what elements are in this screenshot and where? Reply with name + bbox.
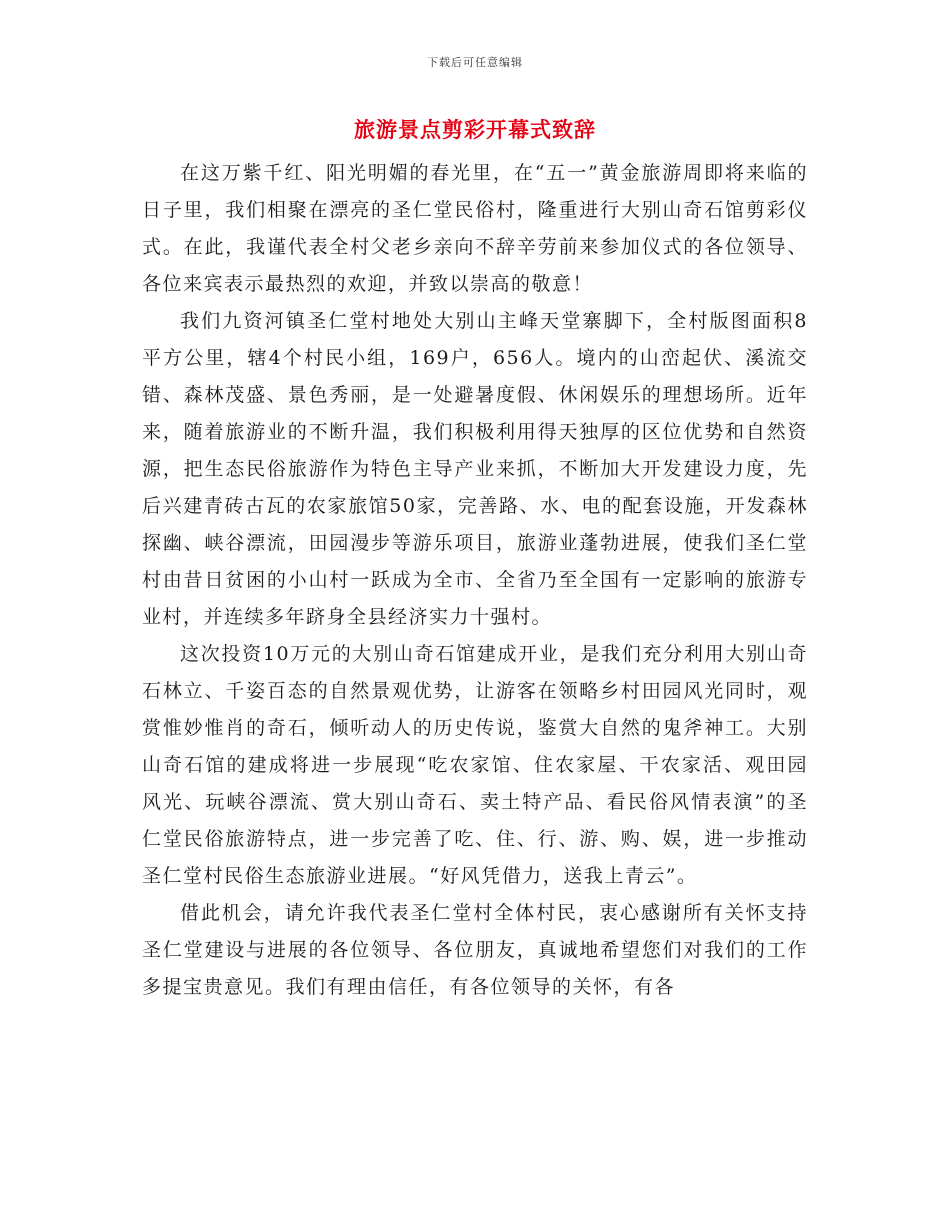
paragraph-welcome: 在这万紫千红、阳光明媚的春光里，在“五一”黄金旅游周即将来临的日子里，我们相聚在漂亮的圣仁堂民俗村，隆重进行大别山奇石馆剪彩仪式。在此，我谨代表全村父老乡亲向不辞辛劳前来参加仪式的各位领导、各位来宾表示最热烈的欢迎，并致以崇高的敬意！: [142, 162, 808, 295]
paragraph-stone-museum: 这次投资10万元的大别山奇石馆建成开业，是我们充分利用大别山奇石林立、千姿百态的自然景观优势，让游客在领略乡村田园风光同时，观赏惟妙惟肖的奇石，倾听动人的历史传说，鉴赏大自然的鬼斧神工。大别山奇石馆的建成将进一步展现“吃农家馆、住农家屋、干农家活、观田园风光、玩峡谷漂流、赏大别山奇石、卖土特产品、看民俗风情表演”的圣仁堂民俗旅游特点，进一步完善了吃、住、行、游、购、娱，进一步推动圣仁堂村民俗生态旅游业进展。“好风凭借力，送我上青云”。: [142, 643, 808, 887]
header-note: 下载后可任意编辑: [427, 56, 523, 69]
document-body: [142, 155, 808, 1006]
paragraph-village-intro: 我们九资河镇圣仁堂村地处大别山主峰天堂寨脚下，全村版图面积8平方公里，辖4个村民小组，169户，656人。境内的山峦起伏、溪流交错、森林茂盛、景色秀丽，是一处避暑度假、休闲娱乐的理想场所。近年来，随着旅游业的不断升温，我们积极利用得天独厚的区位优势和自然资源，把生态民俗旅游作为特色主导产业来抓，不断加大开发建设力度，先后兴建青砖古瓦的农家旅馆50家，完善路、水、电的配套设施，开发森林探幽、峡谷漂流，田园漫步等游乐项目，旅游业蓬勃进展，使我们圣仁堂村由昔日贫困的小山村一跃成为全市、全省乃至全国有一定影响的旅游专业村，并连续多年跻身全县经济实力十强村。: [142, 310, 808, 628]
paragraph-thanks: 借此机会，请允许我代表圣仁堂村全体村民，衷心感谢所有关怀支持圣仁堂建设与进展的各位领导、各位朋友，真诚地希望您们对我们的工作多提宝贵意见。我们有理由信任，有各位领导的关怀，有各: [142, 902, 808, 998]
document-title: 旅游景点剪彩开幕式致辞: [354, 117, 596, 142]
